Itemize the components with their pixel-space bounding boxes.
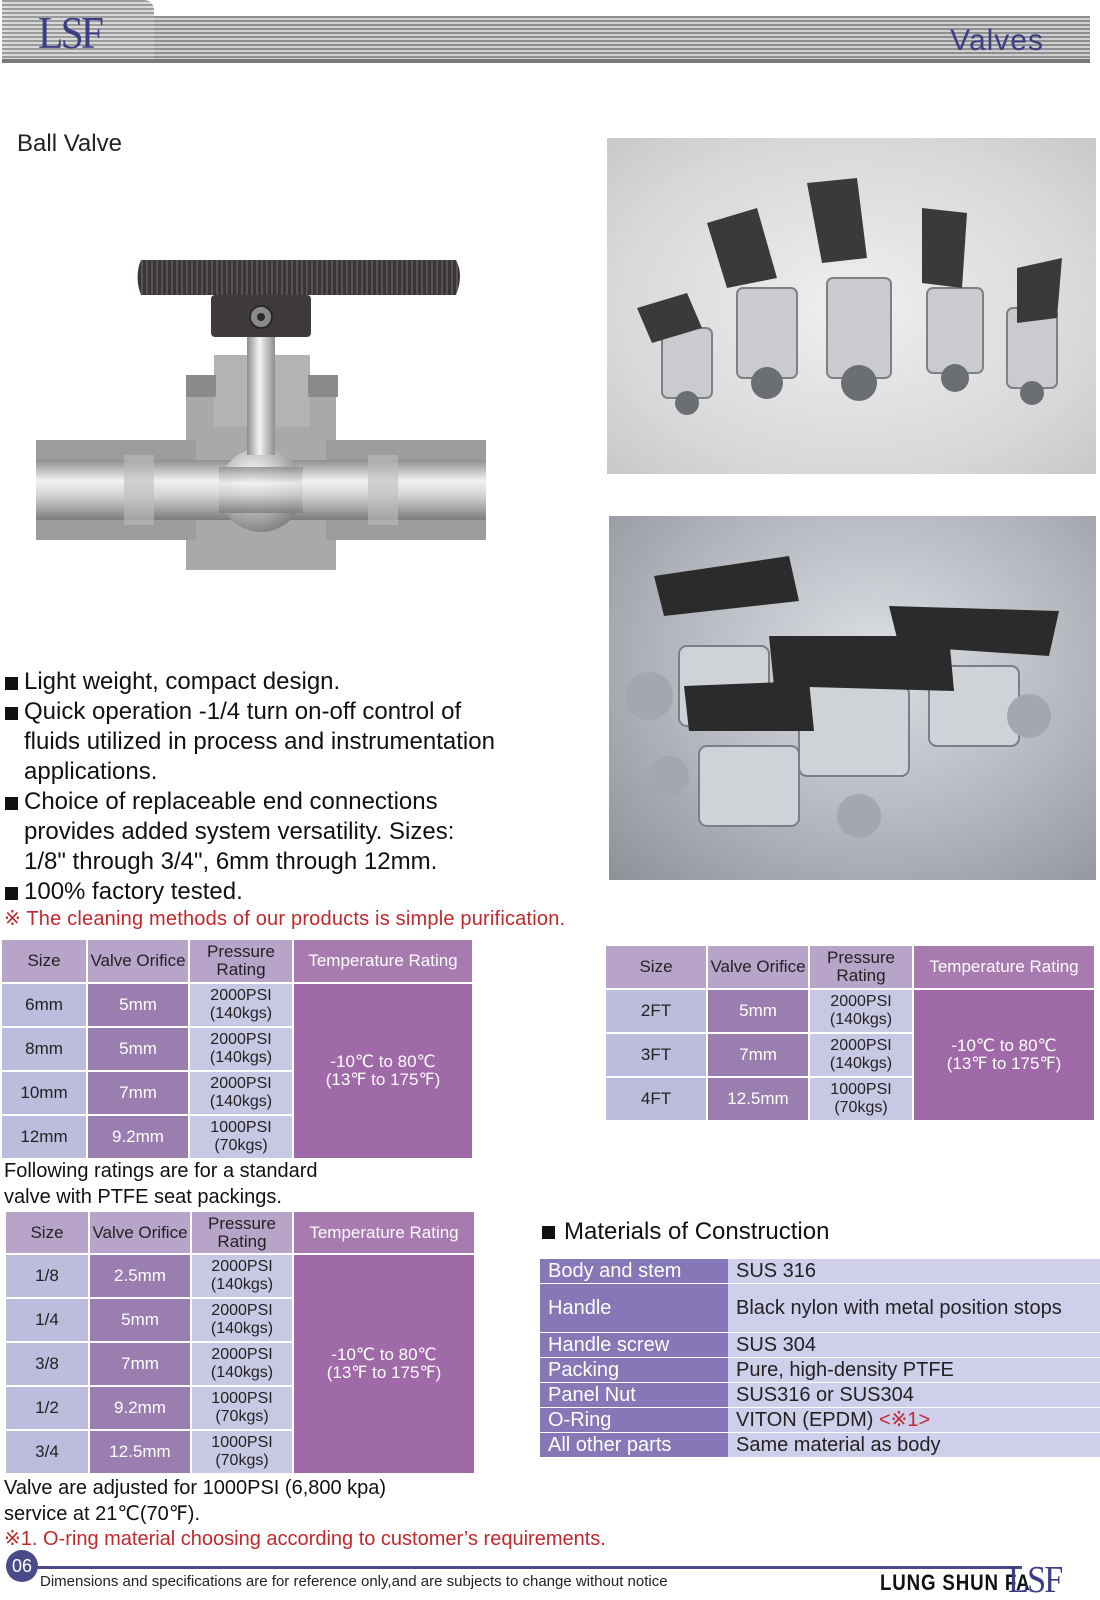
valve-lineup-illustration (607, 138, 1096, 474)
cell-orifice: 12.5mm (90, 1431, 190, 1473)
material-part: Packing (540, 1358, 728, 1382)
materials-title: Materials of Construction (542, 1218, 829, 1246)
materials-row (540, 1333, 1100, 1357)
cell-pressure: 1000PSI (70kgs) (192, 1431, 292, 1473)
material-part: Handle (540, 1284, 728, 1332)
material-value: SUS 316 (728, 1259, 1100, 1283)
material-value: SUS316 or SUS304 (728, 1383, 1100, 1407)
material-part: All other parts (540, 1433, 728, 1457)
header-size: Size (606, 946, 706, 988)
valve-group-illustration (609, 516, 1096, 880)
header-title: Valves (950, 24, 1044, 57)
cell-pressure: 2000PSI (140kgs) (190, 1072, 292, 1114)
header-orifice: Valve Orifice (708, 946, 808, 988)
cell-orifice: 2.5mm (90, 1255, 190, 1297)
cell-pressure: 2000PSI (140kgs) (192, 1343, 292, 1385)
cell-orifice: 7mm (708, 1034, 808, 1076)
header-logo: LSF (38, 7, 102, 58)
ball-valve-cutaway-diagram (36, 255, 486, 585)
temperature-fahrenheit: (13℉ to 175℉) (326, 1363, 442, 1382)
cell-pressure: 1000PSI (70kgs) (810, 1078, 912, 1120)
header-size: Size (6, 1212, 88, 1253)
cell-orifice: 12.5mm (708, 1078, 808, 1120)
materials-row (540, 1408, 1100, 1432)
page-number: 06 (6, 1550, 38, 1582)
spec-table-metric (0, 938, 474, 1160)
header-orifice: Valve Orifice (90, 1212, 190, 1253)
cell-pressure: 2000PSI (140kgs) (192, 1299, 292, 1341)
cell-pressure: 2000PSI (140kgs) (810, 1034, 912, 1076)
footer-rule (22, 1566, 1022, 1569)
cell-size: 1/8 (6, 1255, 88, 1297)
cell-orifice: 7mm (90, 1343, 190, 1385)
temperature-celsius: -10℃ to 80℃ (330, 1052, 436, 1071)
material-part: Handle screw (540, 1333, 728, 1357)
cell-size: 3FT (606, 1034, 706, 1076)
spec-table-ft (604, 944, 1096, 1122)
cell-orifice: 9.2mm (90, 1387, 190, 1429)
cell-size: 2FT (606, 990, 706, 1032)
cell-pressure: 1000PSI (70kgs) (192, 1387, 292, 1429)
cell-size: 8mm (2, 1028, 86, 1070)
valve-lineup-photo (607, 138, 1096, 474)
material-value (728, 1408, 1100, 1432)
header-temperature: Temperature Rating (914, 946, 1094, 988)
material-value: Same material as body (728, 1433, 1100, 1457)
cell-temperature (294, 1255, 474, 1473)
header (0, 0, 1100, 70)
header-pressure: Pressure Rating (190, 940, 292, 982)
cell-pressure: 2000PSI (140kgs) (190, 1028, 292, 1070)
cell-orifice: 7mm (88, 1072, 188, 1114)
ptfe-note: Following ratings are for a standard valve with PTFE seat packings. (4, 1160, 318, 1208)
header-stripes (150, 16, 1090, 63)
materials-row (540, 1358, 1100, 1382)
materials-row (540, 1259, 1100, 1283)
material-value: SUS 304 (728, 1333, 1100, 1357)
material-value: Black nylon with metal position stops (728, 1284, 1100, 1332)
cell-size: 4FT (606, 1078, 706, 1120)
header-pressure: Pressure Rating (192, 1212, 292, 1253)
oring-footnote: ※1. O-ring material choosing according to customer’s requirements. (4, 1528, 606, 1550)
cell-size: 1/2 (6, 1387, 88, 1429)
cell-orifice: 5mm (708, 990, 808, 1032)
materials-row (540, 1433, 1100, 1457)
adjusted-note: Valve are adjusted for 1000PSI (6,800 kpa) service at 21℃(70℉). (4, 1477, 387, 1525)
materials-row (540, 1284, 1100, 1332)
temperature-celsius: -10℃ to 80℃ (951, 1036, 1057, 1055)
cleaning-note: ※ The cleaning methods of our products is simple purification. (4, 908, 566, 930)
cell-size: 10mm (2, 1072, 86, 1114)
materials-row (540, 1383, 1100, 1407)
material-part: O-Ring (540, 1408, 728, 1432)
cell-orifice: 9.2mm (88, 1116, 188, 1158)
cell-size: 3/8 (6, 1343, 88, 1385)
footnote-mark: <※1> (878, 1409, 931, 1431)
feature-item: Light weight, compact design. (4, 667, 604, 697)
material-part: Body and stem (540, 1259, 728, 1283)
spec-table-inch (4, 1210, 476, 1475)
section-title: Ball Valve (17, 130, 122, 157)
cell-orifice: 5mm (88, 1028, 188, 1070)
materials-table (540, 1258, 1100, 1458)
cell-size: 3/4 (6, 1431, 88, 1473)
temperature-celsius: -10℃ to 80℃ (331, 1345, 437, 1364)
cell-size: 1/4 (6, 1299, 88, 1341)
cell-pressure: 1000PSI (70kgs) (190, 1116, 292, 1158)
material-value: Pure, high-density PTFE (728, 1358, 1100, 1382)
material-part: Panel Nut (540, 1383, 728, 1407)
feature-item: 100% factory tested. (4, 877, 604, 907)
header-size: Size (2, 940, 86, 982)
feature-item: Choice of replaceable end connections provides added system versatility. Sizes: 1/8" through 3/4", 6mm through 12mm. (4, 787, 494, 877)
cell-pressure: 2000PSI (140kgs) (190, 984, 292, 1026)
footer-disclaimer: Dimensions and specifications are for reference only,and are subjects to change without notice (40, 1573, 668, 1590)
cell-pressure: 2000PSI (140kgs) (192, 1255, 292, 1297)
cell-size: 6mm (2, 984, 86, 1026)
feature-list (4, 667, 604, 907)
header-orifice: Valve Orifice (88, 940, 188, 982)
cell-temperature (294, 984, 472, 1158)
cell-orifice: 5mm (88, 984, 188, 1026)
valve-group-photo (609, 516, 1096, 880)
material-value-text: VITON (EPDM) (736, 1409, 874, 1431)
cell-size: 12mm (2, 1116, 86, 1158)
header-pressure: Pressure Rating (810, 946, 912, 988)
temperature-fahrenheit: (13℉ to 175℉) (325, 1070, 441, 1089)
feature-item: Quick operation -1/4 turn on-off control of fluids utilized in process and instrumentation applications. (4, 697, 504, 787)
cell-pressure: 2000PSI (140kgs) (810, 990, 912, 1032)
footer-logo: LSF (1008, 1559, 1062, 1600)
cell-orifice: 5mm (90, 1299, 190, 1341)
footer-brand: LUNG SHUN FA (880, 1570, 1031, 1595)
header-temperature: Temperature Rating (294, 940, 472, 982)
header-temperature: Temperature Rating (294, 1212, 474, 1253)
temperature-fahrenheit: (13℉ to 175℉) (946, 1054, 1062, 1073)
cell-temperature (914, 990, 1094, 1120)
